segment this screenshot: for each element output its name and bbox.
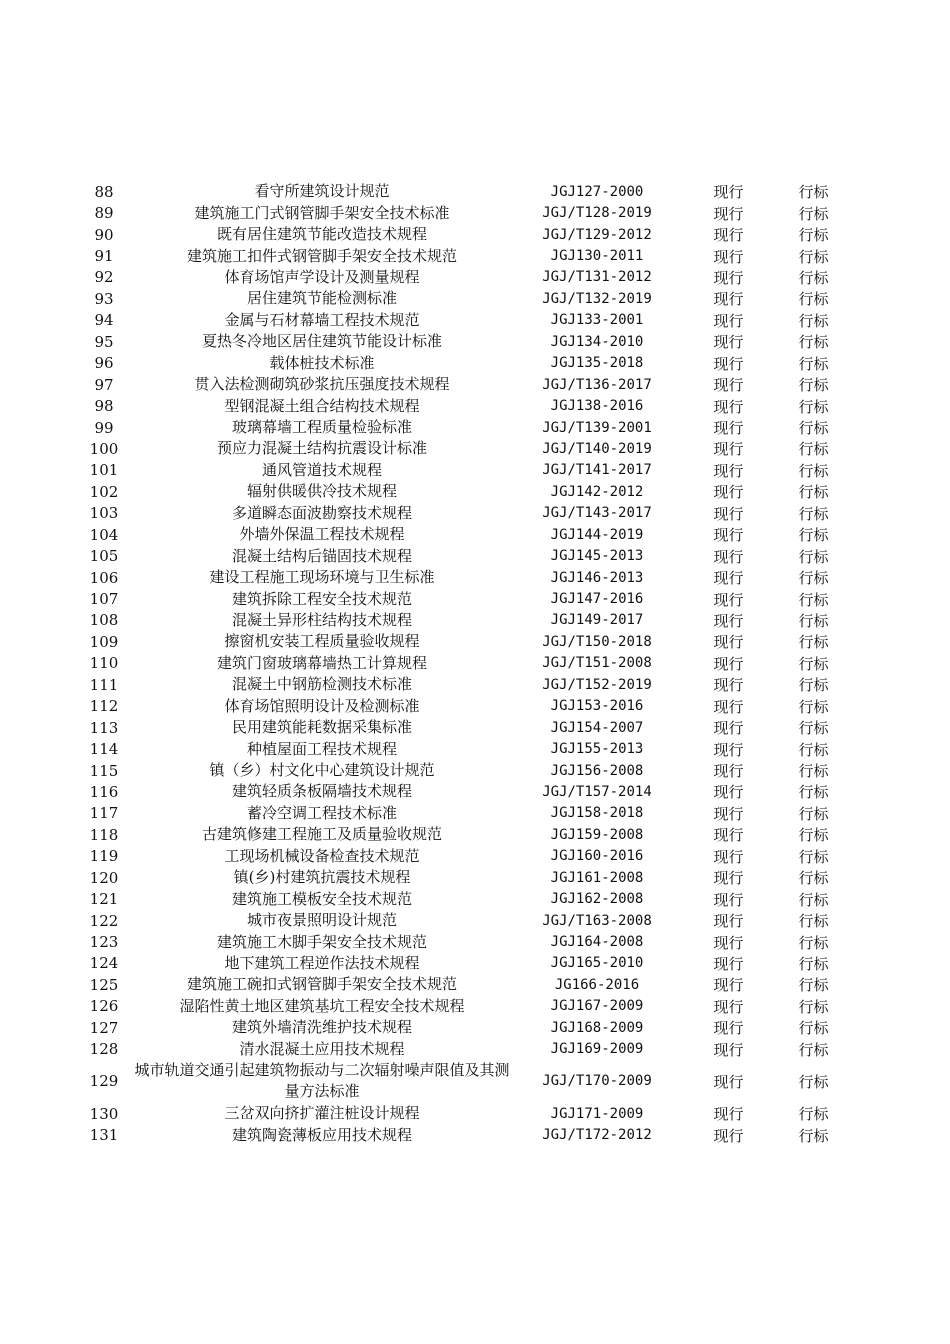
standard-status: 现行: [713, 676, 744, 695]
standard-type: 行标: [798, 461, 829, 480]
standard-type: 行标: [798, 569, 829, 588]
standard-code: JGJ/T152-2019: [542, 676, 652, 693]
table-row: [0, 631, 950, 652]
standard-name: 建筑施工模板安全技术规范: [231, 889, 412, 908]
standard-code: JGJ/T132-2019: [542, 290, 652, 307]
standard-code: JGJ/T151-2008: [542, 655, 652, 672]
standards-table: [0, 181, 950, 1146]
standard-name: 通风管道技术规程: [261, 460, 382, 479]
row-number: 106: [89, 568, 119, 587]
standard-status: 现行: [713, 783, 744, 802]
standard-status: 现行: [713, 204, 744, 223]
standard-name: 清水混凝土应用技术规程: [239, 1039, 405, 1058]
standard-code: JGJ127-2000: [550, 183, 644, 200]
standard-code: JGJ161-2008: [550, 869, 644, 886]
table-row: [0, 674, 950, 695]
standard-status: 现行: [713, 804, 744, 823]
standard-code: JGJ/T157-2014: [542, 783, 652, 800]
table-row: [0, 588, 950, 609]
standard-code: JGJ138-2016: [550, 398, 644, 415]
standard-status: 现行: [713, 311, 744, 330]
row-number: 122: [89, 911, 119, 930]
standard-type: 行标: [798, 333, 829, 352]
standard-status: 现行: [713, 440, 744, 459]
row-number: 98: [94, 397, 114, 416]
standard-status: 现行: [713, 247, 744, 266]
standard-type: 行标: [798, 440, 829, 459]
row-number: 121: [89, 890, 119, 909]
standard-status: 现行: [713, 912, 744, 931]
standard-type: 行标: [798, 1019, 829, 1038]
standard-code: JGJ162-2008: [550, 891, 644, 908]
standard-name: 载体桩技术标准: [269, 353, 375, 372]
standard-status: 现行: [713, 762, 744, 781]
standard-name: 湿陷性黄土地区建筑基坑工程安全技术规程: [179, 996, 465, 1015]
standard-status: 现行: [713, 290, 744, 309]
standard-name: 工现场机械设备检查技术规范: [224, 846, 420, 865]
row-number: 118: [89, 825, 119, 844]
standard-status: 现行: [713, 504, 744, 523]
standard-type: 行标: [798, 697, 829, 716]
standard-status: 现行: [713, 419, 744, 438]
standard-type: 行标: [798, 611, 829, 630]
standard-status: 现行: [713, 1040, 744, 1059]
standard-code: JGJ146-2013: [550, 569, 644, 586]
standard-code: JGJ/T136-2017: [542, 376, 652, 393]
standard-name: 体育场馆声学设计及测量规程: [224, 267, 420, 286]
standard-code: JGJ159-2008: [550, 826, 644, 843]
table-row: [0, 267, 950, 288]
standard-code: JGJ154-2007: [550, 719, 644, 736]
standard-status: 现行: [713, 976, 744, 995]
row-number: 99: [94, 418, 114, 437]
row-number: 117: [89, 804, 119, 823]
standard-name: 看守所建筑设计规范: [254, 182, 390, 201]
standard-type: 行标: [798, 483, 829, 502]
row-number: 93: [94, 289, 114, 308]
standard-code: JGJ133-2001: [550, 312, 644, 329]
standard-name: 建筑陶瓷薄板应用技术规程: [231, 1125, 412, 1144]
row-number: 100: [89, 439, 119, 458]
standard-name: 建筑外墙清洗维护技术规程: [231, 1018, 412, 1037]
standard-type: 行标: [798, 376, 829, 395]
row-number: 131: [89, 1126, 119, 1145]
standard-status: 现行: [713, 590, 744, 609]
table-row: [0, 395, 950, 416]
standard-name: 蓄冷空调工程技术标准: [246, 803, 397, 822]
standard-type: 行标: [798, 633, 829, 652]
table-row: [0, 953, 950, 974]
standard-status: 现行: [713, 461, 744, 480]
table-row: [0, 781, 950, 802]
standard-type: 行标: [798, 526, 829, 545]
standard-code: JGJ164-2008: [550, 934, 644, 951]
standard-code: JGJ165-2010: [550, 955, 644, 972]
standard-type: 行标: [798, 419, 829, 438]
standard-code: JGJ156-2008: [550, 762, 644, 779]
standard-status: 现行: [713, 997, 744, 1016]
standard-type: 行标: [798, 804, 829, 823]
row-number: 114: [89, 740, 119, 759]
table-row: [0, 610, 950, 631]
standard-name: 建筑施工门式钢管脚手架安全技术标准: [194, 203, 450, 222]
row-number: 119: [89, 847, 119, 866]
row-number: 91: [94, 247, 114, 266]
row-number: 95: [94, 332, 114, 351]
standard-type: 行标: [798, 226, 829, 245]
standard-status: 现行: [713, 1105, 744, 1124]
standard-name: 种植屋面工程技术规程: [246, 739, 397, 758]
standard-name: 居住建筑节能检测标准: [246, 289, 397, 308]
standard-name: 地下建筑工程逆作法技术规程: [224, 953, 420, 972]
standard-code: JGJ/T141-2017: [542, 462, 652, 479]
standard-status: 现行: [713, 954, 744, 973]
table-row: [0, 910, 950, 931]
row-number: 96: [94, 354, 114, 373]
standard-name: 建筑拆除工程安全技术规范: [231, 589, 412, 608]
standard-type: 行标: [798, 933, 829, 952]
standard-type: 行标: [798, 954, 829, 973]
standard-code: JGJ168-2009: [550, 1019, 644, 1036]
standard-name: 夏热冬冷地区居住建筑节能设计标准: [201, 332, 442, 351]
standard-name: 预应力混凝土结构抗震设计标准: [216, 439, 427, 458]
standard-code: JGJ/T170-2009: [542, 1073, 652, 1090]
standard-status: 现行: [713, 1126, 744, 1145]
standard-code: JGJ/T139-2001: [542, 419, 652, 436]
row-number: 109: [89, 632, 119, 651]
table-row: [0, 996, 950, 1017]
row-number: 89: [94, 204, 114, 223]
standard-name: 古建筑修建工程施工及质量验收规范: [201, 825, 442, 844]
table-row: [0, 545, 950, 566]
standard-type: 行标: [798, 997, 829, 1016]
standard-status: 现行: [713, 633, 744, 652]
standard-type: 行标: [798, 547, 829, 566]
standard-code: JGJ142-2012: [550, 483, 644, 500]
row-number: 127: [89, 1018, 119, 1037]
standard-status: 现行: [713, 268, 744, 287]
standard-status: 现行: [713, 226, 744, 245]
table-row: [0, 931, 950, 952]
table-row: [0, 696, 950, 717]
standard-code: JGJ/T172-2012: [542, 1127, 652, 1144]
standard-status: 现行: [713, 569, 744, 588]
standard-status: 现行: [713, 376, 744, 395]
row-number: 123: [89, 933, 119, 952]
standard-status: 现行: [713, 869, 744, 888]
row-number: 115: [89, 761, 119, 780]
standard-type: 行标: [798, 204, 829, 223]
standard-code: JG166-2016: [554, 976, 640, 993]
table-row: [0, 1103, 950, 1124]
standard-code: JGJ145-2013: [550, 548, 644, 565]
table-row: [0, 760, 950, 781]
standard-name: 体育场馆照明设计及检测标准: [224, 696, 420, 715]
table-row: [0, 224, 950, 245]
standard-status: 现行: [713, 611, 744, 630]
standard-type: 行标: [798, 762, 829, 781]
standard-type: 行标: [798, 654, 829, 673]
table-row: [0, 738, 950, 759]
row-number: 107: [89, 590, 119, 609]
table-row: [0, 888, 950, 909]
standard-code: JGJ/T140-2019: [542, 440, 652, 457]
row-number: 116: [89, 782, 119, 801]
standard-type: 行标: [798, 1126, 829, 1145]
standard-name: 城市夜景照明设计规范: [246, 911, 397, 930]
standard-name: 镇(乡)村建筑抗震技术规程: [233, 868, 411, 887]
standard-code: JGJ144-2019: [550, 526, 644, 543]
standard-status: 现行: [713, 826, 744, 845]
row-number: 97: [94, 375, 114, 394]
table-row: [0, 181, 950, 202]
row-number: 130: [89, 1104, 119, 1123]
standard-code: JGJ135-2018: [550, 355, 644, 372]
table-row: [0, 1039, 950, 1060]
standard-type: 行标: [798, 1072, 829, 1091]
standard-name: 多道瞬态面波勘察技术规程: [231, 503, 412, 522]
standard-type: 行标: [798, 976, 829, 995]
standard-code: JGJ149-2017: [550, 612, 644, 629]
standard-name: 辐射供暖供冷技术规程: [246, 482, 397, 501]
row-number: 124: [89, 954, 119, 973]
row-number: 88: [94, 182, 114, 201]
table-row: [0, 1017, 950, 1038]
standard-code: JGJ158-2018: [550, 805, 644, 822]
row-number: 94: [94, 311, 114, 330]
row-number: 112: [89, 697, 119, 716]
standard-type: 行标: [798, 290, 829, 309]
row-number: 110: [89, 654, 119, 673]
table-row: [0, 374, 950, 395]
standard-type: 行标: [798, 826, 829, 845]
standard-type: 行标: [798, 869, 829, 888]
standard-type: 行标: [798, 719, 829, 738]
standard-code: JGJ/T143-2017: [542, 505, 652, 522]
standard-code: JGJ160-2016: [550, 848, 644, 865]
standard-status: 现行: [713, 697, 744, 716]
table-row: [0, 310, 950, 331]
standard-type: 行标: [798, 1040, 829, 1059]
standard-type: 行标: [798, 354, 829, 373]
table-row: [0, 417, 950, 438]
row-number: 120: [89, 868, 119, 887]
table-row: [0, 1060, 950, 1103]
standard-code: JGJ134-2010: [550, 333, 644, 350]
table-row: [0, 331, 950, 352]
standard-name: 城市轨道交通引起建筑物振动与二次辐射噪声限值及其测量方法标准: [134, 1061, 510, 1101]
standard-type: 行标: [798, 847, 829, 866]
standard-code: JGJ155-2013: [550, 741, 644, 758]
standard-name: 擦窗机安装工程质量验收规程: [224, 632, 420, 651]
table-row: [0, 245, 950, 266]
table-row: [0, 567, 950, 588]
standard-status: 现行: [713, 1019, 744, 1038]
table-row: [0, 867, 950, 888]
row-number: 90: [94, 225, 114, 244]
table-row: [0, 353, 950, 374]
standard-name: 既有居住建筑节能改造技术规程: [216, 225, 427, 244]
table-row: [0, 524, 950, 545]
standard-status: 现行: [713, 719, 744, 738]
standard-name: 混凝土结构后锚固技术规程: [231, 546, 412, 565]
standard-name: 建设工程施工现场环境与卫生标准: [209, 568, 435, 587]
standard-name: 外墙外保温工程技术规程: [239, 525, 405, 544]
row-number: 126: [89, 997, 119, 1016]
standard-type: 行标: [798, 311, 829, 330]
standard-type: 行标: [798, 676, 829, 695]
standard-code: JGJ/T131-2012: [542, 269, 652, 286]
standard-type: 行标: [798, 183, 829, 202]
standard-status: 现行: [713, 526, 744, 545]
standard-status: 现行: [713, 333, 744, 352]
row-number: 113: [89, 718, 119, 737]
standard-name: 三岔双向挤扩灌注桩设计规程: [224, 1104, 420, 1123]
standard-name: 型钢混凝土组合结构技术规程: [224, 396, 420, 415]
standard-type: 行标: [798, 268, 829, 287]
standard-type: 行标: [798, 912, 829, 931]
standard-name: 建筑施工扣件式钢管脚手架安全技术规范: [186, 246, 457, 265]
standard-type: 行标: [798, 397, 829, 416]
standard-name: 建筑施工碗扣式钢管脚手架安全技术规范: [186, 975, 457, 994]
standard-status: 现行: [713, 654, 744, 673]
standard-status: 现行: [713, 354, 744, 373]
standard-status: 现行: [713, 547, 744, 566]
standard-name: 建筑门窗玻璃幕墙热工计算规程: [216, 653, 427, 672]
standard-status: 现行: [713, 1072, 744, 1091]
standard-type: 行标: [798, 247, 829, 266]
table-row: [0, 974, 950, 995]
table-row: [0, 438, 950, 459]
standard-name: 混凝土中钢筋检测技术标准: [231, 675, 412, 694]
standard-code: JGJ/T163-2008: [542, 912, 652, 929]
row-number: 129: [89, 1072, 119, 1091]
standard-name: 贯入法检测砌筑砂浆抗压强度技术规程: [194, 375, 450, 394]
standard-status: 现行: [713, 183, 744, 202]
standard-code: JGJ147-2016: [550, 591, 644, 608]
standard-name: 建筑轻质条板隔墙技术规程: [231, 782, 412, 801]
standard-type: 行标: [798, 590, 829, 609]
row-number: 128: [89, 1040, 119, 1059]
standard-code: JGJ167-2009: [550, 998, 644, 1015]
standard-code: JGJ/T150-2018: [542, 633, 652, 650]
table-row: [0, 653, 950, 674]
standard-status: 现行: [713, 847, 744, 866]
row-number: 125: [89, 975, 119, 994]
standard-code: JGJ/T128-2019: [542, 205, 652, 222]
table-row: [0, 803, 950, 824]
row-number: 104: [89, 525, 119, 544]
table-row: [0, 202, 950, 223]
table-row: [0, 1124, 950, 1145]
standard-type: 行标: [798, 740, 829, 759]
standard-type: 行标: [798, 890, 829, 909]
table-row: [0, 717, 950, 738]
standard-status: 现行: [713, 933, 744, 952]
standard-status: 现行: [713, 740, 744, 759]
standard-code: JGJ153-2016: [550, 698, 644, 715]
row-number: 103: [89, 504, 119, 523]
standard-name: 民用建筑能耗数据采集标准: [231, 718, 412, 737]
table-row: [0, 846, 950, 867]
standard-status: 现行: [713, 483, 744, 502]
standard-type: 行标: [798, 783, 829, 802]
table-row: [0, 824, 950, 845]
standard-name: 玻璃幕墙工程质量检验标准: [231, 418, 412, 437]
standard-code: JGJ/T129-2012: [542, 226, 652, 243]
standard-name: 混凝土异形柱结构技术规程: [231, 610, 412, 629]
table-row: [0, 288, 950, 309]
standard-type: 行标: [798, 1105, 829, 1124]
standard-code: JGJ130-2011: [550, 248, 644, 265]
standard-status: 现行: [713, 397, 744, 416]
standard-name: 金属与石材幕墙工程技术规范: [224, 310, 420, 329]
row-number: 102: [89, 482, 119, 501]
row-number: 101: [89, 461, 119, 480]
standard-code: JGJ171-2009: [550, 1105, 644, 1122]
table-row: [0, 503, 950, 524]
table-row: [0, 481, 950, 502]
row-number: 92: [94, 268, 114, 287]
row-number: 108: [89, 611, 119, 630]
standard-name: 镇（乡）村文化中心建筑设计规范: [209, 761, 435, 780]
standard-name: 建筑施工木脚手架安全技术规范: [216, 932, 427, 951]
table-row: [0, 460, 950, 481]
standard-status: 现行: [713, 890, 744, 909]
row-number: 105: [89, 547, 119, 566]
standard-type: 行标: [798, 504, 829, 523]
standard-code: JGJ169-2009: [550, 1041, 644, 1058]
row-number: 111: [89, 675, 119, 694]
